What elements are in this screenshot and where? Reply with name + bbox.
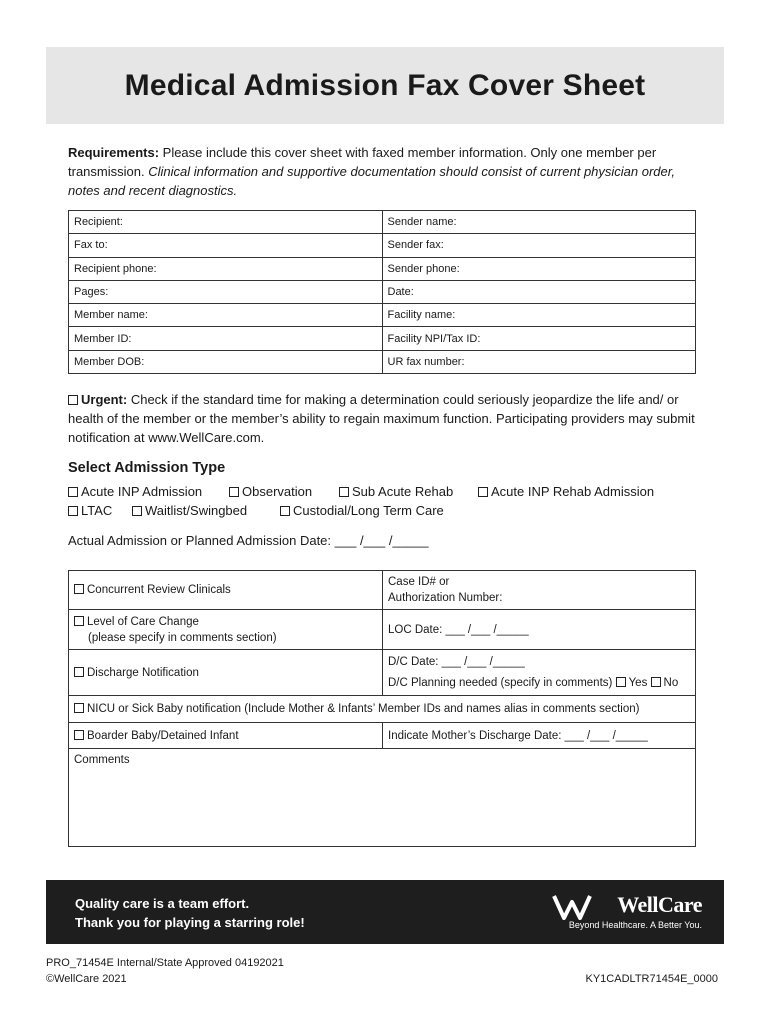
wellcare-swoosh-icon <box>552 894 592 920</box>
concurrent-review-cell[interactable] <box>69 571 383 610</box>
table-row <box>69 350 696 373</box>
case-id-field[interactable] <box>383 571 696 610</box>
urgent-label: Urgent: <box>81 392 128 407</box>
date-field[interactable]: Date: <box>382 280 696 303</box>
table-row <box>69 280 696 303</box>
fax-to-field[interactable]: Fax to: <box>69 234 383 257</box>
authorization-label: Authorization Number: <box>388 592 503 604</box>
table-row <box>69 610 696 650</box>
no-checkbox[interactable] <box>651 677 661 687</box>
checkbox[interactable] <box>68 506 78 516</box>
facility-npi-field[interactable]: Facility NPI/Tax ID: <box>382 327 696 350</box>
requirements-text <box>68 143 708 200</box>
table-row <box>69 234 696 257</box>
checkbox[interactable] <box>339 487 349 497</box>
comments-label: Comments <box>74 754 130 766</box>
requirements-label: Requirements: <box>68 145 160 160</box>
loc-note: (please specify in comments section) <box>88 631 277 644</box>
checkbox[interactable] <box>74 667 84 677</box>
checkbox[interactable] <box>74 730 84 740</box>
loc-label: Level of Care Change <box>87 615 199 628</box>
option-label: LTAC <box>81 503 113 518</box>
urgent-checkbox[interactable] <box>68 395 78 405</box>
sender-name-field[interactable]: Sender name: <box>382 211 696 234</box>
form-code: PRO_71454E Internal/State Approved 04192021 <box>46 957 284 969</box>
no-label: No <box>663 677 679 689</box>
option-waitlist[interactable] <box>132 503 280 518</box>
pages-field[interactable]: Pages: <box>69 280 383 303</box>
logo-wordmark: WellCare <box>617 892 702 917</box>
mother-discharge-field[interactable]: Indicate Mother’s Discharge Date: ___ /___ /_____ <box>383 723 696 749</box>
nicu-label: NICU or Sick Baby notification (Include Mother & Infants’ Member IDs and names alias in comments section) <box>87 703 640 715</box>
requirements-body: Please include this cover sheet with faxed member information. Only one member per transmission. <box>68 145 657 179</box>
footer-quote <box>75 894 305 932</box>
footer-band <box>46 880 724 944</box>
boarder-baby-label: Boarder Baby/Detained Infant <box>87 729 239 742</box>
urgent-section <box>68 390 708 447</box>
table-row <box>69 327 696 350</box>
page-title: Medical Admission Fax Cover Sheet <box>124 68 646 102</box>
table-row <box>69 696 696 723</box>
admission-type-heading: Select Admission Type <box>68 460 226 476</box>
checkbox[interactable] <box>74 584 84 594</box>
table-row <box>69 723 696 749</box>
concurrent-review-label: Concurrent Review Clinicals <box>87 584 231 596</box>
checkbox[interactable] <box>132 506 142 516</box>
form-id: KY1CADLTR71454E_0000 <box>585 973 718 985</box>
comments-field[interactable] <box>69 749 696 847</box>
discharge-label: Discharge Notification <box>87 666 199 679</box>
facility-name-field[interactable]: Facility name: <box>382 304 696 327</box>
option-sub-acute-rehab[interactable] <box>339 484 478 499</box>
discharge-cell[interactable] <box>69 650 383 696</box>
checkbox[interactable] <box>280 506 290 516</box>
option-label: Waitlist/Swingbed <box>145 503 248 518</box>
option-acute-inp-rehab[interactable] <box>478 484 654 499</box>
urgent-text: Check if the standard time for making a determination could seriously jeopardize the life and/ or health of the member or the member’s ability to regain maximum function. Participating providers may submit notification at www.WellCare.com. <box>68 392 695 445</box>
requirements-italic: Clinical information and supportive documentation should consist of current physician order, notes and recent diagnostics. <box>68 164 675 198</box>
option-label: Sub Acute Rehab <box>352 484 454 499</box>
recipient-field[interactable]: Recipient: <box>69 211 383 234</box>
copyright: ©WellCare 2021 <box>46 973 127 985</box>
checkbox[interactable] <box>74 703 84 713</box>
table-row <box>69 257 696 280</box>
option-label: Observation <box>242 484 313 499</box>
ur-fax-field[interactable]: UR fax number: <box>382 350 696 373</box>
admission-options-row-2 <box>68 503 444 518</box>
table-row <box>69 211 696 234</box>
option-label: Custodial/Long Term Care <box>293 503 444 518</box>
recipient-phone-field[interactable]: Recipient phone: <box>69 257 383 280</box>
table-row <box>69 571 696 610</box>
checkbox[interactable] <box>478 487 488 497</box>
sender-fax-field[interactable]: Sender fax: <box>382 234 696 257</box>
member-name-field[interactable]: Member name: <box>69 304 383 327</box>
dc-date-field[interactable]: D/C Date: ___ /___ /_____ <box>388 656 525 668</box>
footer-line-2: Thank you for playing a starring role! <box>75 915 305 930</box>
yes-checkbox[interactable] <box>616 677 626 687</box>
review-table <box>68 570 696 847</box>
wellcare-logo <box>552 890 702 934</box>
checkbox[interactable] <box>229 487 239 497</box>
form-meta <box>46 955 284 987</box>
checkbox[interactable] <box>74 616 84 626</box>
option-observation[interactable] <box>229 484 339 499</box>
contact-info-table <box>68 210 696 374</box>
case-id-label: Case ID# or <box>388 576 450 588</box>
logo-tagline: Beyond Healthcare. A Better You. <box>568 920 702 930</box>
option-label: Acute INP Admission <box>81 484 203 499</box>
option-custodial[interactable] <box>280 503 444 518</box>
table-row <box>69 749 696 847</box>
loc-date-field[interactable]: LOC Date: ___ /___ /_____ <box>383 610 696 650</box>
title-band <box>46 47 724 124</box>
dc-planning-row <box>388 677 690 689</box>
boarder-baby-cell[interactable] <box>69 723 383 749</box>
table-row <box>69 650 696 696</box>
member-id-field[interactable]: Member ID: <box>69 327 383 350</box>
member-dob-field[interactable]: Member DOB: <box>69 350 383 373</box>
admission-date-field[interactable]: Actual Admission or Planned Admission Date: ___ /___ /_____ <box>68 533 429 548</box>
dc-cell <box>383 650 696 696</box>
option-acute-inp[interactable] <box>68 484 229 499</box>
sender-phone-field[interactable]: Sender phone: <box>382 257 696 280</box>
level-of-care-cell[interactable] <box>69 610 383 650</box>
nicu-cell[interactable] <box>69 696 696 723</box>
footer-line-1: Quality care is a team effort. <box>75 896 250 911</box>
option-label: Acute INP Rehab Admission <box>491 484 655 499</box>
admission-options-row-1 <box>68 484 654 499</box>
option-ltac[interactable] <box>68 503 132 518</box>
dc-planning-label: D/C Planning needed (specify in comments) <box>388 677 613 689</box>
table-row <box>69 304 696 327</box>
yes-label: Yes <box>628 677 648 689</box>
checkbox[interactable] <box>68 487 78 497</box>
